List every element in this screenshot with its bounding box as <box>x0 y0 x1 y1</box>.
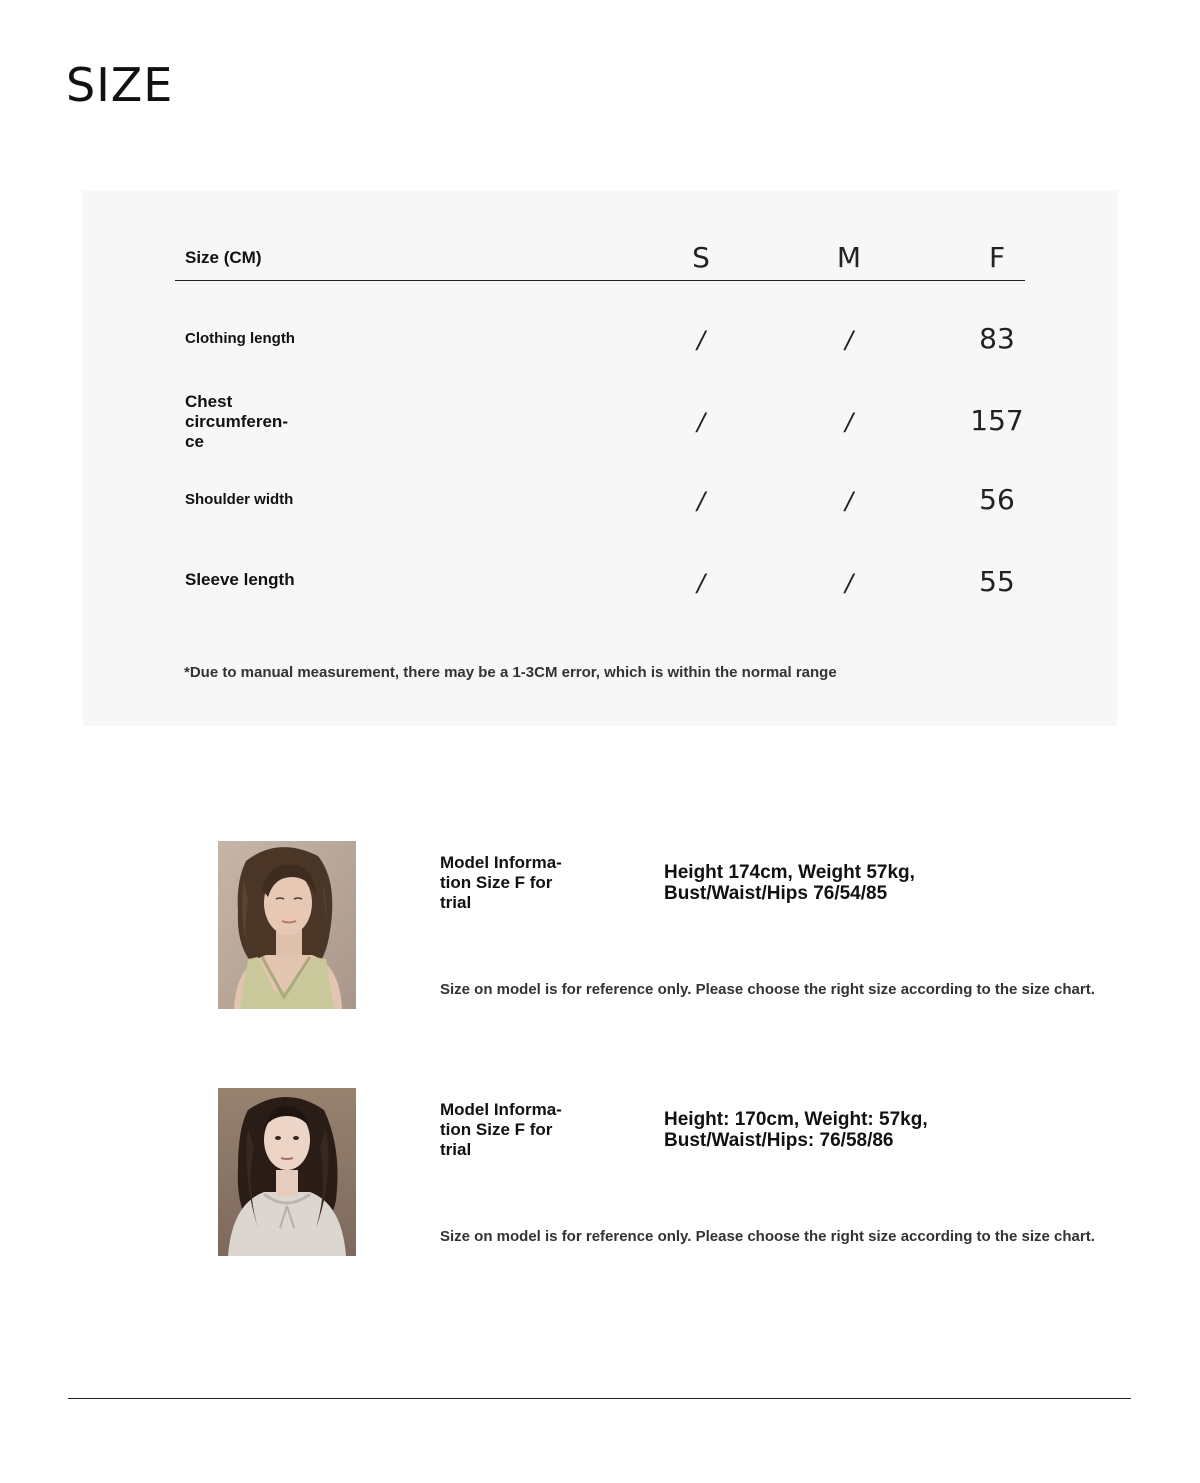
row-label: Sleeve length <box>185 570 295 589</box>
model-portrait-image <box>218 841 356 1009</box>
cell-m: / <box>844 326 854 354</box>
cell-s: / <box>696 326 706 354</box>
model-measurements: Height 174cm, Weight 57kg, Bust/Waist/Hips 76/54/85 <box>664 862 915 904</box>
size-unit-header: Size (CM) <box>185 248 262 267</box>
model-info-label: Model Informa-tion Size F for trial <box>440 853 562 912</box>
model-photo-2 <box>218 1088 356 1256</box>
cell-s: / <box>696 569 706 597</box>
model-info-block-1 <box>0 841 1200 1011</box>
cell-s: / <box>696 408 706 436</box>
size-table-header <box>175 236 1025 281</box>
model-size-note: Size on model is for reference only. Please choose the right size according to the size chart. <box>440 1228 1095 1245</box>
cell-m: / <box>844 408 854 436</box>
row-label: Shoulder width <box>185 491 294 508</box>
cell-f: 56 <box>979 483 1015 516</box>
model-info-label: Model Informa-tion Size F for trial <box>440 1100 562 1159</box>
row-label: Clothing length <box>185 330 295 347</box>
cell-f: 55 <box>979 565 1015 598</box>
page-title: SIZE <box>66 58 174 112</box>
cell-m: / <box>844 569 854 597</box>
cell-m: / <box>844 487 854 515</box>
row-label: Chest circumferen-ce <box>185 392 288 451</box>
cell-s: / <box>696 487 706 515</box>
model-size-note: Size on model is for reference only. Please choose the right size according to the size chart. <box>440 981 1095 998</box>
column-header-s: S <box>692 241 710 274</box>
measurement-note: *Due to manual measurement, there may be a 1-3CM error, which is within the normal range <box>184 664 837 681</box>
column-header-m: M <box>836 241 862 274</box>
cell-f: 157 <box>970 404 1024 437</box>
model-photo-1 <box>218 841 356 1009</box>
column-header-f: F <box>988 241 1006 274</box>
model-measurements: Height: 170cm, Weight: 57kg, Bust/Waist/Hips: 76/58/86 <box>664 1109 928 1151</box>
model-info-block-2 <box>0 1088 1200 1258</box>
cell-f: 83 <box>979 322 1015 355</box>
size-chart-panel <box>83 191 1117 726</box>
bottom-divider <box>68 1398 1131 1399</box>
model-portrait-image <box>218 1088 356 1256</box>
